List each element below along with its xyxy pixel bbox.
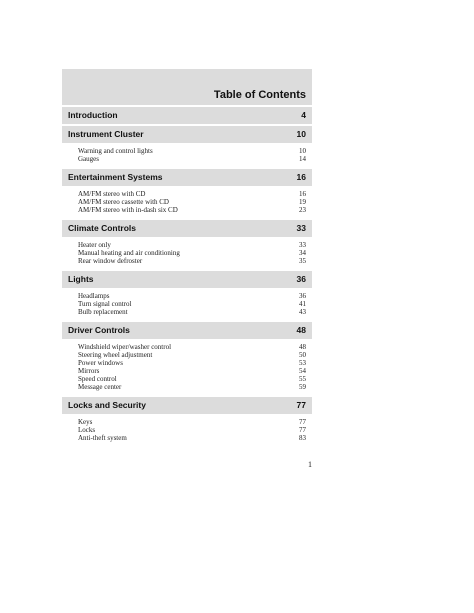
section-title: Instrument Cluster <box>68 129 144 139</box>
toc-entry[interactable] <box>62 367 312 375</box>
entry-page-number: 83 <box>299 434 306 442</box>
section-page-number: 10 <box>296 129 306 139</box>
entry-label: Gauges <box>78 155 99 163</box>
section-items <box>62 186 312 218</box>
toc-section <box>62 397 312 446</box>
entry-page-number: 14 <box>299 155 306 163</box>
entry-page-number: 53 <box>299 359 306 367</box>
entry-page-number: 59 <box>299 383 306 391</box>
toc-entry[interactable] <box>62 383 312 391</box>
toc-entry[interactable] <box>62 155 312 163</box>
entry-page-number: 48 <box>299 343 306 351</box>
entry-label: Manual heating and air conditioning <box>78 249 180 257</box>
toc-entry[interactable] <box>62 375 312 383</box>
entry-page-number: 43 <box>299 308 306 316</box>
section-page-number: 77 <box>296 400 306 410</box>
toc-section <box>62 322 312 395</box>
toc-entry[interactable] <box>62 147 312 155</box>
entry-label: Mirrors <box>78 367 100 375</box>
toc-section <box>62 169 312 218</box>
section-page-number: 33 <box>296 223 306 233</box>
entry-page-number: 77 <box>299 426 306 434</box>
section-header[interactable] <box>62 169 312 186</box>
toc-entry[interactable] <box>62 351 312 359</box>
section-title: Driver Controls <box>68 325 130 335</box>
section-items <box>62 143 312 167</box>
entry-page-number: 54 <box>299 367 306 375</box>
toc-section <box>62 126 312 167</box>
entry-page-number: 23 <box>299 206 306 214</box>
section-items <box>62 237 312 269</box>
section-page-number: 4 <box>301 110 306 120</box>
toc-title-box <box>62 69 312 105</box>
entry-label: Message center <box>78 383 122 391</box>
section-items <box>62 288 312 320</box>
toc-entry[interactable] <box>62 426 312 434</box>
entry-page-number: 16 <box>299 190 306 198</box>
entry-label: AM/FM stereo cassette with CD <box>78 198 169 206</box>
entry-label: Rear window defroster <box>78 257 143 265</box>
toc-title: Table of Contents <box>213 89 306 101</box>
toc-entry[interactable] <box>62 308 312 316</box>
section-title: Entertainment Systems <box>68 172 163 182</box>
entry-page-number: 10 <box>299 147 306 155</box>
page-number: 1 <box>308 460 312 469</box>
toc-entry[interactable] <box>62 190 312 198</box>
entry-page-number: 35 <box>299 257 306 265</box>
toc-entry[interactable] <box>62 206 312 214</box>
toc-entry[interactable] <box>62 241 312 249</box>
toc-entry[interactable] <box>62 292 312 300</box>
toc-entry[interactable] <box>62 257 312 265</box>
entry-label: Keys <box>78 418 93 426</box>
toc-section <box>62 107 312 124</box>
section-header[interactable] <box>62 220 312 237</box>
entry-label: Headlamps <box>78 292 110 300</box>
entry-page-number: 55 <box>299 375 306 383</box>
entry-page-number: 34 <box>299 249 306 257</box>
entry-label: Turn signal control <box>78 300 132 308</box>
section-title: Locks and Security <box>68 400 146 410</box>
entry-label: Heater only <box>78 241 111 249</box>
section-page-number: 16 <box>296 172 306 182</box>
entry-label: Windshield wiper/washer control <box>78 343 172 351</box>
section-page-number: 36 <box>296 274 306 284</box>
section-title: Introduction <box>68 110 118 120</box>
toc-entry[interactable] <box>62 198 312 206</box>
toc-entry[interactable] <box>62 359 312 367</box>
entry-label: AM/FM stereo with CD <box>78 190 146 198</box>
entry-label: AM/FM stereo with in-dash six CD <box>78 206 178 214</box>
section-items <box>62 414 312 446</box>
entry-page-number: 50 <box>299 351 306 359</box>
entry-label: Steering wheel adjustment <box>78 351 153 359</box>
toc-entry[interactable] <box>62 249 312 257</box>
toc-section <box>62 271 312 320</box>
entry-page-number: 19 <box>299 198 306 206</box>
section-page-number: 48 <box>296 325 306 335</box>
entry-label: Warning and control lights <box>78 147 153 155</box>
toc-entry[interactable] <box>62 300 312 308</box>
toc-list <box>62 107 312 448</box>
section-header[interactable] <box>62 107 312 124</box>
entry-label: Power windows <box>78 359 123 367</box>
toc-entry[interactable] <box>62 434 312 442</box>
entry-label: Speed control <box>78 375 117 383</box>
section-header[interactable] <box>62 397 312 414</box>
section-header[interactable] <box>62 126 312 143</box>
entry-page-number: 77 <box>299 418 306 426</box>
section-header[interactable] <box>62 271 312 288</box>
toc-section <box>62 220 312 269</box>
toc-entry[interactable] <box>62 343 312 351</box>
toc-entry[interactable] <box>62 418 312 426</box>
entry-page-number: 33 <box>299 241 306 249</box>
entry-page-number: 36 <box>299 292 306 300</box>
section-title: Lights <box>68 274 94 284</box>
entry-label: Anti-theft system <box>78 434 127 442</box>
entry-label: Locks <box>78 426 96 434</box>
entry-page-number: 41 <box>299 300 306 308</box>
section-header[interactable] <box>62 322 312 339</box>
section-title: Climate Controls <box>68 223 137 233</box>
entry-label: Bulb replacement <box>78 308 128 316</box>
section-items <box>62 339 312 395</box>
